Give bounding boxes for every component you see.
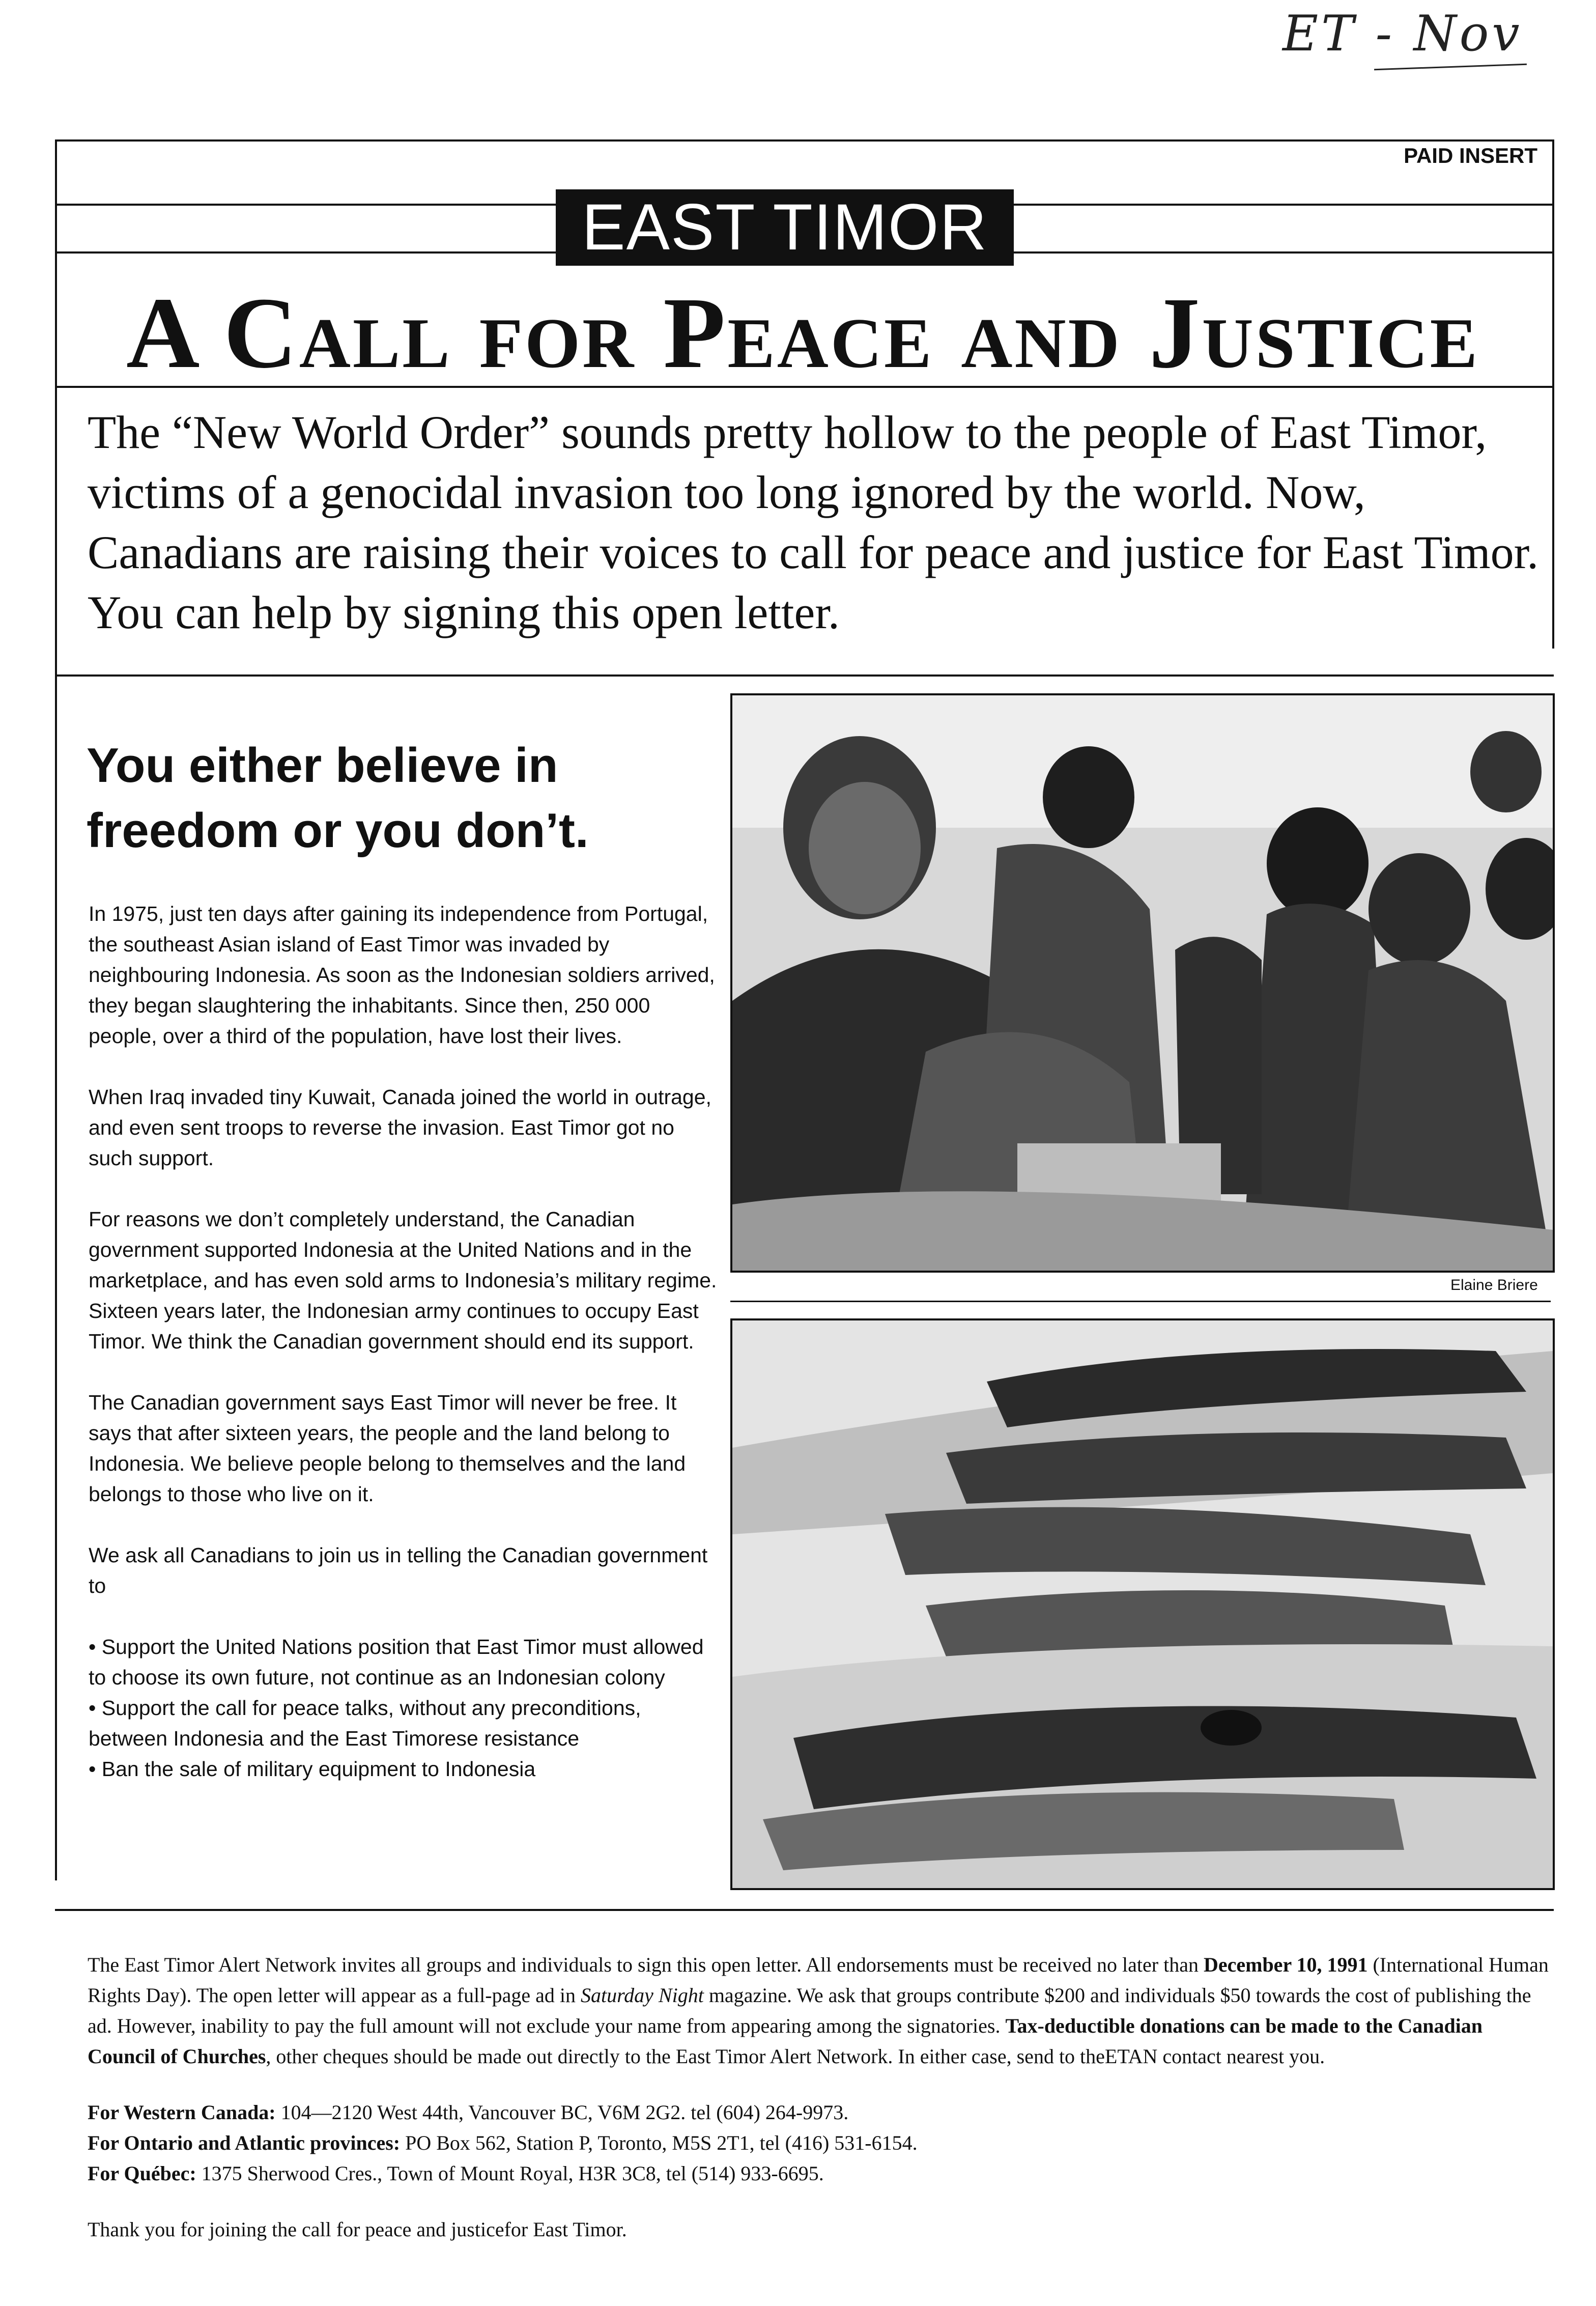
page-title: A Call for Peace and Justice <box>126 277 1479 389</box>
photo-bodies-image <box>732 1320 1553 1888</box>
paragraph-5: We ask all Canadians to join us in telling the Canadian government to <box>89 1543 708 1597</box>
photo-villagers <box>730 693 1555 1273</box>
paragraph-1: In 1975, just ten days after gaining its independence from Portugal, the southeast Asian island of East Timor was invaded by neighbouring Indonesia. As soon as the Indonesian soldiers arrived, they began slaughtering the inhabitants. Since then, 250 000 people, over a third of the population, have lost their lives. <box>89 902 715 1048</box>
paragraph-3: For reasons we don’t completely understand, the Canadian government supported Indonesia at the United Nations and in the marketplace, and has even sold arms to Indonesia’s military regime. Sixteen years later, the Indonesian army continues to occupy East Timor. We think the Canadian government should end its support. <box>89 1207 717 1353</box>
bullet-item: • Ban the sale of military equipment to Indonesia <box>89 1757 536 1781</box>
footer-top-rule <box>55 1909 1554 1911</box>
footer-text: (International Human Rights Day). The open letter will appear as a full-page ad in <box>88 1953 1549 2007</box>
address-text: PO Box 562, Station P, Toronto, M5S 2T1, tel (416) 531-6154. <box>400 2131 918 2154</box>
bullet-item: • Support the United Nations position that East Timor must allowed to choose its own future, not continue as an Indonesian colony <box>89 1635 704 1689</box>
handwritten-underline <box>1374 64 1527 70</box>
paid-insert-label: PAID INSERT <box>1404 144 1537 167</box>
handwritten-note: ET - Nov <box>1282 5 1523 62</box>
footer-paragraph <box>88 1950 1553 2072</box>
deadline-date: December 10, 1991 <box>1203 1953 1368 1976</box>
paragraph-4: The Canadian government says East Timor will never be free. It says that after sixteen years, the people and the land belong to Indonesia. We believe people belong to themselves and the land belongs to those who live on it. <box>89 1391 686 1506</box>
address-label: For Québec: <box>88 2162 196 2185</box>
thank-you-line: Thank you for joining the call for peace and justicefor East Timor. <box>88 2218 627 2241</box>
photo-villagers-image <box>732 695 1553 1271</box>
photo-credit: Elaine Briere <box>1450 1277 1538 1293</box>
intro-bottom-rule <box>55 674 1554 677</box>
address-text: 1375 Sherwood Cres., Town of Mount Royal, H3R 3C8, tel (514) 933-6695. <box>196 2162 824 2185</box>
magazine-name: Saturday Night <box>580 1984 704 2007</box>
caption-rule <box>730 1301 1551 1302</box>
footer-text: , other cheques should be made out directly to the East Timor Alert Network. In either case, send to theETAN contact nearest you. <box>266 2045 1325 2068</box>
tax-deductible-note: Tax-deductible donations can be made to the Canadian Council of Churches <box>88 2014 1483 2068</box>
article-body <box>89 898 720 1784</box>
bullet-item: • Support the call for peace talks, without any preconditions, between Indonesia and the East Timorese resistance <box>89 1696 641 1750</box>
east-timor-banner: EAST TIMOR <box>556 189 1014 266</box>
paragraph-2: When Iraq invaded tiny Kuwait, Canada joined the world in outrage, and even sent troops to reverse the invasion. East Timor got no such support. <box>89 1085 711 1170</box>
frame-left-line <box>55 139 57 1880</box>
address-label: For Western Canada: <box>88 2101 276 2124</box>
footer-section <box>88 1950 1553 2245</box>
address-label: For Ontario and Atlantic provinces: <box>88 2131 401 2154</box>
footer-text: The East Timor Alert Network invites all groups and individuals to sign this open letter. All endorsements must be received no later than <box>88 1953 1204 1976</box>
address-quebec <box>88 2158 1553 2189</box>
intro-paragraph: The “New World Order” sounds pretty hollow to the people of East Timor, victims of a genocidal invasion too long ignored by the world. Now, Canadians are raising their voices to call for peace and justice for East Timor. You can help by signing this open letter. <box>88 406 1539 638</box>
photo-bodies <box>730 1318 1555 1890</box>
frame-top-line <box>55 139 1554 142</box>
address-ontario-atlantic <box>88 2128 1553 2158</box>
address-western-canada <box>88 2097 1553 2128</box>
footer-text: magazine. We ask that groups contribute $200 and individuals $50 towards the cost of publishing the ad. However, inability to pay the full amount will not exclude your name from appearing among the signatories. <box>88 1984 1531 2037</box>
address-text: 104—2120 West 44th, Vancouver BC, V6M 2G2. tel (604) 264-9973. <box>275 2101 849 2124</box>
section-subhead: You either believe in freedom or you don’t. <box>87 738 589 858</box>
